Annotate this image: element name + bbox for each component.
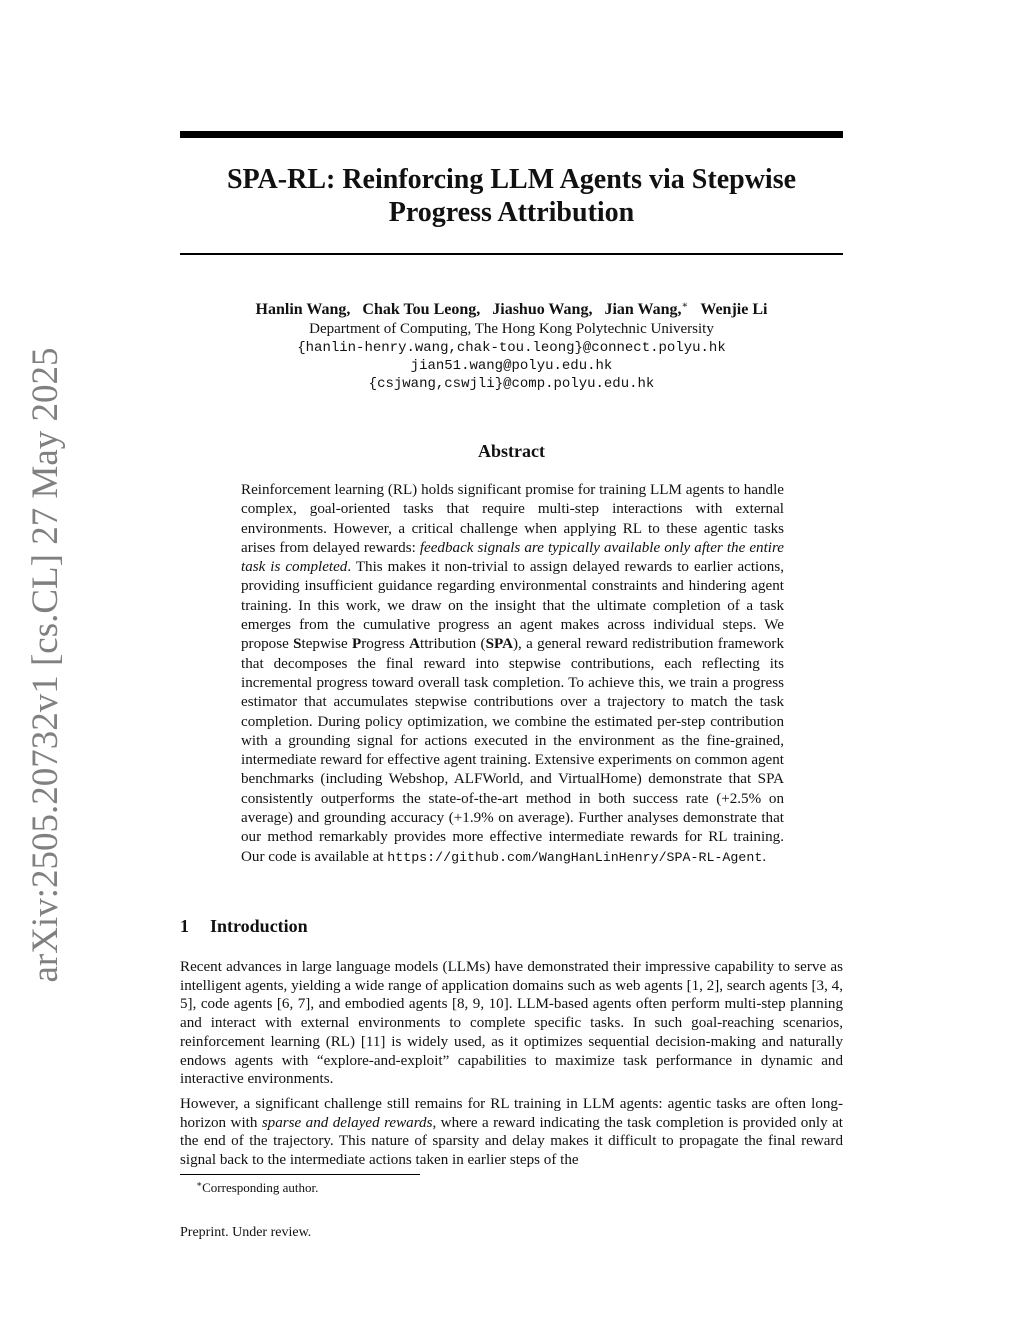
paper-title: SPA-RL: Reinforcing LLM Agents via Stepwise Progress Attribution <box>226 164 797 228</box>
author-name: Wenjie Li <box>700 301 768 318</box>
author-name: Jiashuo Wang, <box>492 301 593 318</box>
title-rule-top <box>180 131 843 138</box>
title-rule-bottom <box>180 253 843 255</box>
author-list <box>180 300 843 319</box>
author-name: Chak Tou Leong, <box>362 301 481 318</box>
email-line: {csjwang,cswjli}@comp.polyu.edu.hk <box>368 376 655 392</box>
email-line: jian51.wang@polyu.edu.hk <box>410 358 613 374</box>
footnote-rule <box>180 1174 420 1175</box>
email-line: {hanlin-henry.wang,chak-tou.leong}@connect.polyu.hk <box>297 340 726 356</box>
preprint-note: Preprint. Under review. <box>180 1225 312 1240</box>
code-link[interactable]: https://github.com/WangHanLinHenry/SPA-RL-Agent <box>387 849 763 865</box>
intro-paragraph-2: However, a significant challenge still remains for RL training in LLM agents: agentic tasks are often long-horizon with sparse and delayed rewards, where a reward indicating the task completion is provided only at the end of the trajectory. This nature of sparsity and delay makes it difficult to propagate the final reward signal back to the intermediate actions taken in earlier steps of the <box>180 1096 843 1169</box>
arxiv-stamp: arXiv:2505.20732v1 [cs.CL] 27 May 2025 <box>25 347 66 983</box>
abstract-heading: Abstract <box>478 441 545 461</box>
section-number: 1 <box>180 916 189 936</box>
section-title: Introduction <box>210 916 308 936</box>
abstract-text: Reinforcement learning (RL) holds significant promise for training LLM agents to handle complex, goal-oriented tasks that require multi-step interactions with external environments. However, a critical challenge when applying RL to these agentic tasks arises from delayed rewards: feedback signals are typically available only after the entire task is completed. This makes it non-trivial to assign delayed rewards to earlier actions, providing insufficient guidance regarding environmental constraints and hindering agent training. In this work, we draw on the insight that the ultimate completion of a task emerges from the cumulative progress an agent makes across individual steps. We propose Stepwise Progress Attribution (SPA), a general reward redistribution framework that decomposes the final reward into stepwise contributions, each reflecting its incremental progress toward overall task completion. To achieve this, we train a progress estimator that accumulates stepwise contributions over a trajectory to match the task completion. During policy optimization, we combine the estimated per-step contribution with a grounding signal for actions executed in the environment as the fine-grained, intermediate reward for effective agent training. Extensive experiments on common agent benchmarks (including Webshop, ALFWorld, and VirtualHome) demonstrate that SPA consistently outperforms the state-of-the-art method in both success rate (+2.5% on average) and grounding accuracy (+1.9% on average). Further analyses demonstrate that our method remarkably provides more effective intermediate rewards for RL training. Our code is available at https://github.com/WangHanLinHenry/SPA-RL-Agent. <box>241 482 785 865</box>
intro-paragraph-1: Recent advances in large language models (LLMs) have demonstrated their impressive capability to serve as intelligent agents, yielding a wide range of application domains such as web agents [1, 2], search agents [3, 4, 5], code agents [6, 7], and embodied agents [8, 9, 10]. LLM-based agents often perform multi-step planning and interact with external environments to complete specific tasks. In such goal-reaching scenarios, reinforcement learning (RL) [11] is widely used, as it optimizes sequential decision-making and naturally endows agents with “explore-and-exploit” capabilities to maximize task performance in dynamic and interactive environments. <box>180 959 843 1088</box>
author-footnote-mark: ∗ <box>681 300 689 311</box>
section-heading-introduction <box>180 915 308 937</box>
abstract-emphasis: feedback signals are typically available only after the entire task is completed <box>241 539 784 576</box>
author-name: Jian Wang,∗ <box>604 300 689 318</box>
affiliation: Department of Computing, The Hong Kong Polytechnic University <box>309 321 714 337</box>
footnote: ∗Corresponding author. <box>196 1179 319 1195</box>
author-name: Hanlin Wang, <box>255 301 351 318</box>
